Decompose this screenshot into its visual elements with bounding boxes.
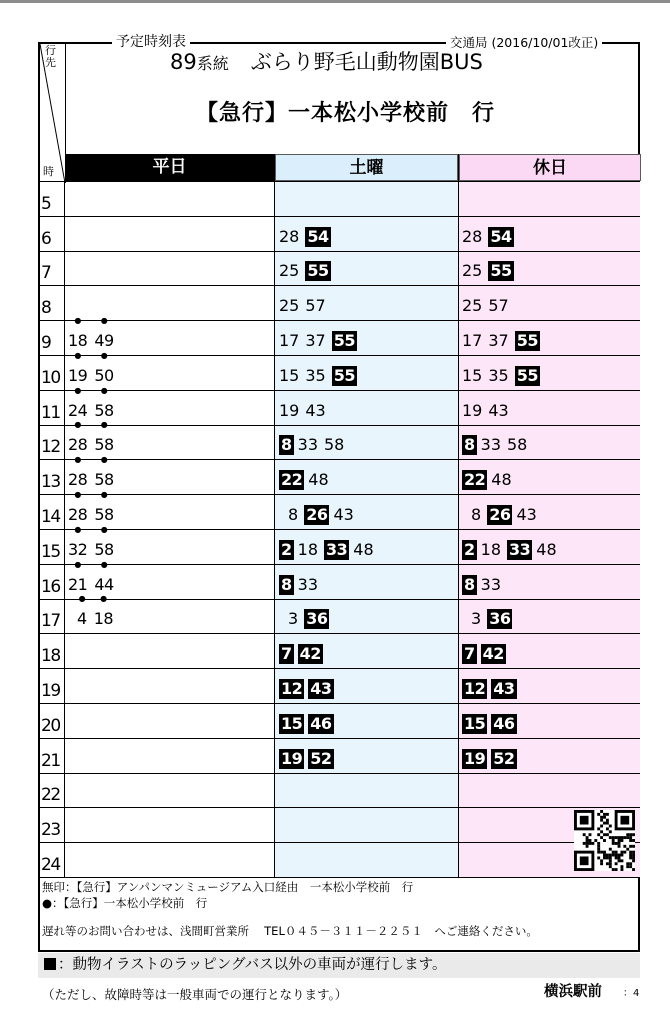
hour-label: 8	[41, 298, 51, 318]
departure-time-highlight: 8	[464, 575, 475, 594]
time-cell-weekday	[68, 401, 121, 421]
departure-time: 28	[279, 227, 300, 246]
hour-label: 10	[41, 368, 60, 388]
time-cell-holiday	[462, 749, 521, 769]
time-cell-saturday	[279, 749, 338, 769]
note-no-mark: 無印：【急行】アンパンマンミュージアム入口経由 一本松小学校前 行	[42, 880, 414, 894]
departure-time: 8	[471, 505, 482, 524]
hour-label: 14	[41, 507, 60, 527]
timetable-label: 予定時刻表	[112, 34, 190, 50]
hour-label: 17	[41, 611, 60, 631]
departure-time-highlight: 55	[490, 261, 512, 280]
time-cell-saturday	[279, 331, 361, 351]
departure-time: 33	[297, 575, 318, 594]
time-cell-holiday	[462, 714, 521, 734]
departure-time-highlight: 46	[310, 714, 332, 733]
time-cell-holiday	[462, 609, 516, 629]
departure-time: 43	[333, 505, 354, 524]
time-cell-weekday	[68, 331, 121, 351]
row-divider	[40, 355, 640, 356]
departure-time: 33	[480, 435, 501, 454]
corner-destination-label: 行先	[45, 44, 56, 69]
departure-time: 19	[462, 401, 483, 420]
route-title	[170, 50, 483, 76]
departure-time: 25	[462, 296, 483, 315]
departure-time: 25	[279, 296, 300, 315]
departure-time: 8	[288, 505, 299, 524]
departure-time: ● 49	[94, 331, 113, 351]
hour-label: 24	[41, 855, 60, 875]
time-cell-holiday	[462, 296, 515, 316]
departure-time-highlight: 43	[310, 679, 332, 698]
departure-time: 43	[305, 401, 326, 420]
departure-time: 57	[305, 296, 326, 315]
departure-time-highlight: 46	[493, 714, 515, 733]
black-square-icon	[44, 958, 56, 970]
column-divider	[458, 154, 459, 877]
time-cell-saturday	[279, 401, 332, 421]
departure-time: 28	[462, 227, 483, 246]
departure-time-highlight: 22	[464, 470, 486, 489]
hour-label: 18	[41, 646, 60, 666]
hour-label: 13	[41, 472, 60, 492]
departure-time: 48	[536, 540, 557, 559]
departure-time: 19	[279, 401, 300, 420]
time-cell-holiday	[462, 261, 518, 281]
departure-time: 15	[279, 366, 300, 385]
departure-time-highlight: 42	[482, 644, 504, 663]
hour-label: 21	[41, 751, 60, 771]
time-cell-saturday	[279, 644, 327, 664]
destination-title: 【急行】一本松小学校前 行	[196, 101, 496, 126]
departure-time: ● 21	[68, 575, 87, 595]
departure-time: 48	[491, 470, 512, 489]
legend-black-square: ：動物イラストのラッピングバス以外の車両が運行します。	[58, 957, 447, 973]
departure-time-highlight: 22	[281, 470, 303, 489]
top-rule	[0, 0, 670, 3]
qr-code-icon	[574, 810, 635, 871]
departure-time: 48	[308, 470, 329, 489]
departure-time: 35	[305, 366, 326, 385]
hour-label: 7	[41, 263, 51, 283]
time-cell-weekday	[68, 609, 120, 629]
departure-time: 33	[480, 575, 501, 594]
row-divider	[40, 181, 640, 182]
departure-time: 58	[324, 435, 345, 454]
departure-time: 18	[480, 540, 501, 559]
column-header-saturday: 土曜	[275, 154, 458, 181]
row-divider	[40, 216, 640, 217]
hour-label: 19	[41, 681, 60, 701]
row-divider	[40, 251, 640, 252]
time-cell-saturday	[279, 435, 350, 455]
time-cell-saturday	[279, 609, 333, 629]
time-cell-holiday	[462, 679, 521, 699]
hour-label: 6	[41, 229, 51, 249]
departure-time-highlight: 15	[464, 714, 486, 733]
note-contact: 遅れ等のお問い合わせは、浅間町営業所 TEL０４５－３１１－２２５１ へご連絡ください。	[42, 924, 538, 938]
route-name: ぶらり野毛山動物園BUS	[250, 50, 483, 74]
row-divider	[40, 529, 640, 530]
departure-time-highlight: 2	[281, 540, 292, 559]
time-cell-saturday	[279, 296, 332, 316]
row-divider	[40, 807, 640, 808]
departure-time-highlight: 36	[489, 609, 511, 628]
departure-time: ● 58	[94, 505, 113, 525]
time-cell-holiday	[462, 540, 563, 560]
departure-time: ● 19	[68, 366, 87, 386]
departure-time-highlight: 8	[281, 435, 292, 454]
issuer-label: 交通局 (2016/10/01改正)	[446, 35, 602, 51]
departure-time-highlight: 8	[281, 575, 292, 594]
departure-time-highlight: 52	[493, 749, 515, 768]
departure-time: ● 58	[94, 401, 113, 421]
departure-time: 17	[279, 331, 300, 350]
departure-time-highlight: 26	[489, 505, 511, 524]
departure-time: 37	[305, 331, 326, 350]
time-cell-weekday	[68, 540, 121, 560]
row-divider	[40, 703, 640, 704]
departure-time: 25	[279, 261, 300, 280]
time-cell-holiday	[462, 575, 507, 595]
departure-time-highlight: 19	[281, 749, 303, 768]
departure-time: 43	[488, 401, 509, 420]
row-divider	[40, 494, 640, 495]
departure-time-highlight: 15	[281, 714, 303, 733]
departure-time-highlight: 55	[516, 366, 538, 385]
departure-time-highlight: 55	[333, 331, 355, 350]
hour-label: 12	[41, 437, 60, 457]
departure-time-highlight: 26	[306, 505, 328, 524]
row-divider	[40, 668, 640, 669]
hour-label: 11	[41, 403, 60, 423]
time-cell-weekday	[68, 470, 121, 490]
column-header-holiday: 休日	[459, 154, 641, 181]
departure-time: ● 28	[68, 505, 87, 525]
hour-label: 9	[41, 333, 51, 353]
departure-time: 48	[353, 540, 374, 559]
departure-time-highlight: 12	[464, 679, 486, 698]
departure-time-highlight: 36	[306, 609, 328, 628]
time-cell-weekday	[68, 505, 121, 525]
time-cell-holiday	[462, 470, 518, 490]
time-cell-holiday	[462, 401, 515, 421]
hour-label: 22	[41, 785, 60, 805]
departure-time: 25	[462, 261, 483, 280]
station-name: 横浜駅前	[544, 984, 602, 1000]
departure-time: ● 24	[68, 401, 87, 421]
time-cell-saturday	[279, 227, 335, 247]
time-cell-holiday	[462, 505, 543, 525]
departure-time: ● 58	[94, 470, 113, 490]
row-divider	[40, 459, 640, 460]
route-suffix: 系統	[196, 54, 229, 73]
departure-time-highlight: 55	[516, 331, 538, 350]
time-cell-holiday	[462, 227, 518, 247]
table-bottom-line	[40, 877, 640, 878]
time-cell-holiday	[462, 366, 544, 386]
departure-time: ● 18	[68, 331, 87, 351]
footnote: （ただし、故障時等は一般車両での運行となります。）	[42, 987, 348, 1002]
departure-time: 17	[462, 331, 483, 350]
time-cell-holiday	[462, 331, 544, 351]
row-divider	[40, 425, 640, 426]
time-cell-weekday	[68, 366, 121, 386]
departure-time-highlight: 8	[464, 435, 475, 454]
time-cell-saturday	[279, 366, 361, 386]
departure-time-highlight: 54	[490, 227, 512, 246]
row-divider	[40, 738, 640, 739]
departure-time: ● 44	[94, 575, 113, 595]
time-cell-weekday	[68, 575, 121, 595]
row-divider	[40, 773, 640, 774]
row-divider	[40, 599, 640, 600]
time-cell-weekday	[68, 435, 121, 455]
note-dot-mark: ●：【急行】一本松小学校前 行	[42, 896, 208, 910]
departure-time: 15	[462, 366, 483, 385]
departure-time: ● 28	[68, 470, 87, 490]
departure-time: ● 58	[94, 540, 113, 560]
time-cell-saturday	[279, 261, 335, 281]
departure-time: 37	[488, 331, 509, 350]
time-cell-saturday	[279, 470, 335, 490]
row-divider	[40, 564, 640, 565]
legend-bar	[38, 953, 640, 978]
corner-hour-label: 時	[43, 165, 54, 178]
row-divider	[40, 285, 640, 286]
departure-time: 3	[471, 609, 482, 628]
route-number: 89	[170, 50, 197, 74]
departure-time: 57	[488, 296, 509, 315]
departure-time: 43	[516, 505, 537, 524]
departure-time: 33	[297, 435, 318, 454]
departure-time: ● 4	[77, 609, 87, 629]
hour-label: 23	[41, 820, 60, 840]
departure-time: 35	[488, 366, 509, 385]
time-cell-saturday	[279, 679, 338, 699]
departure-time: ● 32	[68, 540, 87, 560]
hour-label: 20	[41, 716, 60, 736]
row-divider	[40, 633, 640, 634]
departure-time-highlight: 55	[333, 366, 355, 385]
departure-time-highlight: 7	[281, 644, 292, 663]
departure-time-highlight: 19	[464, 749, 486, 768]
hour-label: 15	[41, 542, 60, 562]
departure-time: 3	[288, 609, 299, 628]
departure-time-highlight: 52	[310, 749, 332, 768]
departure-time: ● 28	[68, 435, 87, 455]
hour-label: 16	[41, 577, 60, 597]
time-cell-saturday	[279, 714, 338, 734]
departure-time: ● 58	[94, 435, 113, 455]
departure-time-highlight: 7	[464, 644, 475, 663]
departure-time-highlight: 42	[299, 644, 321, 663]
row-divider	[40, 390, 640, 391]
row-divider	[40, 320, 640, 321]
departure-time-highlight: 55	[307, 261, 329, 280]
departure-time: 58	[507, 435, 528, 454]
page-number: ：4	[623, 988, 640, 999]
time-cell-holiday	[462, 435, 533, 455]
row-divider	[40, 842, 640, 843]
time-cell-holiday	[462, 644, 510, 664]
time-cell-saturday	[279, 505, 360, 525]
column-header-weekday: 平日	[65, 154, 274, 181]
departure-time-highlight: 33	[326, 540, 348, 559]
departure-time-highlight: 54	[307, 227, 329, 246]
column-divider	[274, 154, 275, 877]
departure-time: ● 18	[94, 609, 113, 629]
departure-time: 18	[297, 540, 318, 559]
departure-time-highlight: 2	[464, 540, 475, 559]
departure-time-highlight: 12	[281, 679, 303, 698]
departure-time: ● 50	[94, 366, 113, 386]
departure-time-highlight: 33	[509, 540, 531, 559]
time-cell-saturday	[279, 540, 380, 560]
time-cell-saturday	[279, 575, 324, 595]
hour-label: 5	[41, 194, 51, 214]
departure-time-highlight: 43	[493, 679, 515, 698]
